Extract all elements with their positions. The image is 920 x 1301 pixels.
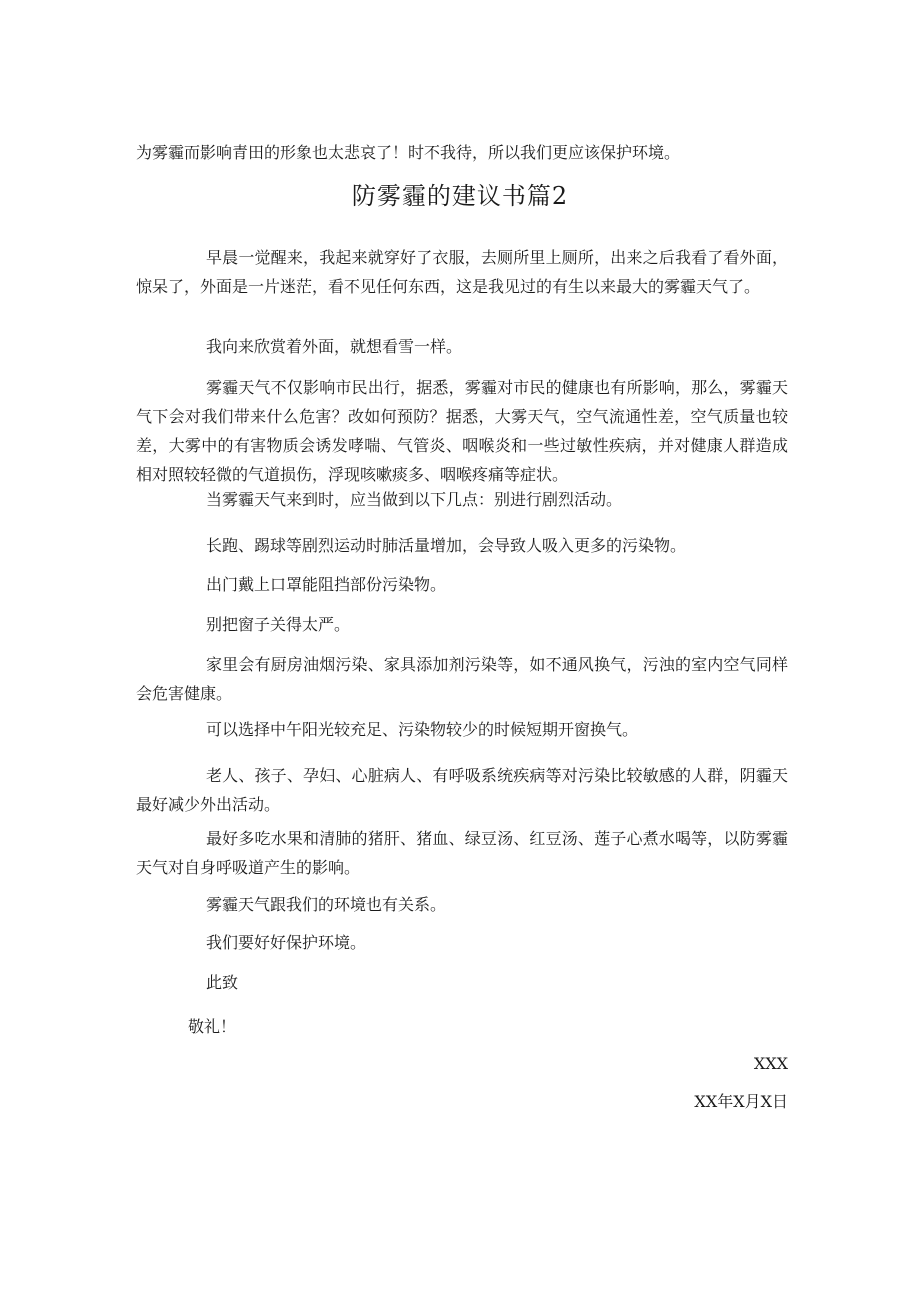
paragraph-13: 我们要好好保护环境。 [206,933,367,952]
signature: XXX [753,1054,788,1073]
intro-line: 为雾霾而影响青田的形象也太悲哀了！时不我待，所以我们更应该保护环境。 [136,143,681,162]
page-title: 防雾霾的建议书篇2 [351,182,569,210]
paragraph-6: 出门戴上口罩能阻挡部份污染物。 [206,575,447,594]
paragraph-2: 我向来欣赏着外面，就想看雪一样。 [206,337,463,356]
paragraph-10: 老人、孩子、孕妇、心脏病人、有呼吸系统疾病等对污染比较敏感的人群，阴霾天最好减少外出活动。 [136,766,788,814]
paragraph-3: 雾霾天气不仅影响市民出行，据悉，雾霾对市民的健康也有所影响，那么，雾霾天气下会对我们带来什么危害？改如何预防？据悉，大雾天气，空气流通性差，空气质量也较差，大雾中的有害物质会诱发哮喘、气管炎、咽喉炎和一些过敏性疾病，并对健康人群造成相对照较轻微的气道损伤，浮现咳嗽痰多、咽喉疼痛等症状。 [136,378,788,484]
paragraph-11: 最好多吃水果和清肺的猪肝、猪血、绿豆汤、红豆汤、莲子心煮水喝等，以防雾霾天气对自身呼吸道产生的影响。 [136,829,788,877]
closing-regards: 敬礼！ [188,1017,237,1036]
paragraph-1: 早晨一觉醒来，我起来就穿好了衣服，去厕所里上厕所，出来之后我看了看外面，惊呆了，外面是一片迷茫，看不见任何东西，这是我见过的有生以来最大的雾霾天气了。 [136,248,788,296]
paragraph-12: 雾霾天气跟我们的环境也有关系。 [206,895,447,914]
closing-salutation: 此致 [206,973,239,992]
date: XX年X月X日 [694,1092,788,1111]
paragraph-9: 可以选择中午阳光较充足、污染物较少的时候短期开窗换气。 [206,720,639,739]
paragraph-4: 当雾霾天气来到时，应当做到以下几点：别进行剧烈活动。 [206,490,623,509]
paragraph-7: 别把窗子关得太严。 [206,615,351,634]
paragraph-8: 家里会有厨房油烟污染、家具添加剂污染等，如不通风换气，污浊的室内空气同样会危害健康。 [136,655,788,703]
paragraph-5: 长跑、踢球等剧烈运动时肺活量增加，会导致人吸入更多的污染物。 [206,536,687,555]
